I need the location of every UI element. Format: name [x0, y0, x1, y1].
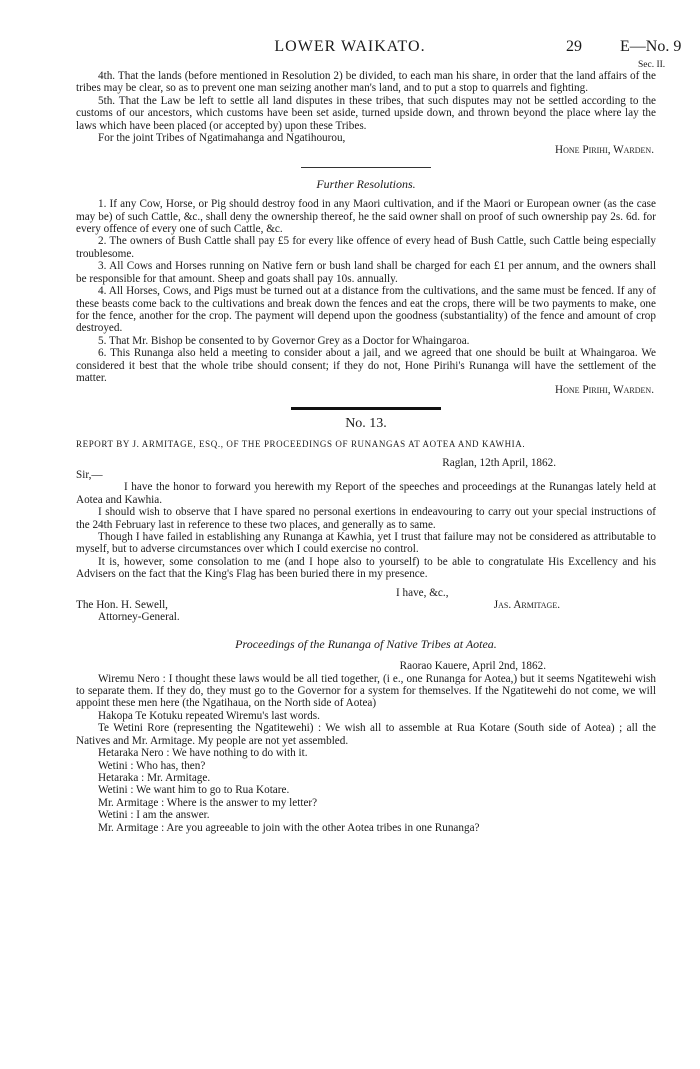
- letter-paragraph: I have the honor to forward you herewith my Report of the speeches and proceedings at the Runangas lately held at Aotea and Kawhia.: [76, 481, 656, 506]
- resolution-5: 5th. That the Law be left to settle all land disputes in these tribes, that such disputes may not be settled according to the customs of our ancestors, which customs have been set aside, turned upside down, and thrown beyond the place where lay the laws which have been placed (or accepted by) upon these Tribes.: [76, 94, 656, 132]
- speech-line: Hetaraka Nero : We have nothing to do with it.: [98, 747, 308, 760]
- proceedings-place-date: Raorao Kauere, April 2nd, 1862.: [399, 660, 546, 673]
- speech-line: Mr. Armitage : Are you agreeable to join with the other Aotea tribes in one Runanga?: [98, 821, 480, 834]
- proceedings-heading: Proceedings of the Runanga of Native Tribes at Aotea.: [235, 636, 497, 651]
- running-title: LOWER WAIKATO.: [274, 38, 426, 55]
- further-item: 3. All Cows and Horses running on Native fern or bush land shall be charged for each £1 per annum, and the owners shall be responsible for that amount. Sheep and goats shall pay 10s. annually.: [76, 260, 656, 285]
- report-title: REPORT BY J. ARMITAGE, ESQ., OF THE PROCEEDINGS OF RUNANGAS AT AOTEA AND KAWHIA.: [76, 439, 526, 450]
- addressee-block: [76, 599, 656, 611]
- letter-paragraph: It is, however, some consolation to me (and I hope also to yourself) to be able to congratulate His Excellency and his Advisers on the fact that the King's Flag has been buried there in my presence.: [76, 555, 656, 581]
- tribes-line: For the joint Tribes of Ngatimahanga and Ngatihourou,: [98, 132, 346, 145]
- speech-line: Wetini : Who has, then?: [98, 759, 206, 772]
- speech-line: Wetini : We want him to go to Rua Kotare.: [98, 784, 290, 797]
- salutation: Sir,—: [76, 468, 103, 481]
- speech-line: Wiremu Nero : I thought these laws would be all tied together, (i e., one Runanga for Aotea,) but it seems Ngatitewehi wish to separate them. If they do, they must go to the Governor for a system for themselves. If the Ngatitewehi do not come, we will appoint these men here (the Ngatihaua, on the North side of Aotea): [76, 672, 656, 710]
- addressee-name: The Hon. H. Sewell,: [76, 599, 168, 612]
- report-place-date: Raglan, 12th April, 1862.: [442, 456, 556, 469]
- section-label: Sec. II.: [638, 60, 666, 70]
- speech-line: Te Wetini Rore (representing the Ngatitewehi) : We wish all to assemble at Rua Kotare (South side of Aotea) ; all the Natives and Mr. Armitage. My people are not yet assembled.: [76, 722, 656, 747]
- signature-warden: Hone Pirihi, Warden.: [555, 384, 654, 397]
- letter-signature: Jas. Armitage.: [493, 599, 560, 612]
- document-number: No. 13.: [345, 415, 387, 431]
- letter-closing: I have, &c.,: [396, 586, 449, 599]
- document-reference: E—No. 9: [620, 38, 682, 55]
- further-item: 6. This Runanga also held a meeting to consider about a jail, and we agreed that one should be built at Whaingaroa. We considered it best that the whole tribe should consent; if they do not, Hone Pirihi's Runanga will have the settlement of the matter.: [76, 347, 656, 384]
- page-number: 29: [566, 38, 582, 55]
- letter-paragraph: I should wish to observe that I have spared no personal exertions in endeavouring to carry out your special instructions of the 24th February last in reference to these two places, and generally as to same.: [76, 506, 656, 531]
- document-body: [76, 70, 656, 834]
- signature-warden: Hone Pirihi, Warden.: [555, 144, 654, 157]
- further-item: 2. The owners of Bush Cattle shall pay £5 for every like offence of every head of Bush Cattle, such Cattle being especially troublesome.: [76, 235, 656, 260]
- speech-line: Hakopa Te Kotuku repeated Wiremu's last words.: [98, 709, 320, 722]
- addressee-title: Attorney-General.: [98, 611, 180, 624]
- letter-paragraph: Though I have failed in establishing any Runanga at Kawhia, yet I trust that failure may not be considered as attributable to myself, but to adverse circumstances over which I could exercise no control.: [76, 531, 656, 556]
- further-item: 4. All Horses, Cows, and Pigs must be turned out at a distance from the cultivations, and the same must be fenced. If any of these beasts come back to the cultivations and break down the fences and eat the crops, there will be two payments to make, one for the fence, another for the crop. The payment will depend upon the goodness (substantiality) of the fence and amount of crop destroyed.: [76, 285, 656, 335]
- further-resolutions-heading: Further Resolutions.: [316, 176, 416, 191]
- speech-line: Mr. Armitage : Where is the answer to my letter?: [98, 796, 318, 809]
- further-item: 5. That Mr. Bishop be consented to by Governor Grey as a Doctor for Whaingaroa.: [98, 334, 470, 347]
- speech-line: Wetini : I am the answer.: [98, 809, 210, 822]
- resolution-4: 4th. That the lands (before mentioned in Resolution 2) be divided, to each man his share, in order that the land affairs of the tribes may be clear, so as to prevent one man seizing another man's land, and to put a stop to quarrels and fighting.: [76, 70, 656, 95]
- further-item: 1. If any Cow, Horse, or Pig should destroy food in any Maori cultivation, and if the Maori or European owner (as the case may be) of such Cattle, &c., shall deny the ownership thereof, he the said owner shall on proof of such ownership pay 2s. 6d. for every offence of every one of such Cattle, &c.: [76, 198, 656, 236]
- speech-line: Hetaraka : Mr. Armitage.: [98, 771, 211, 784]
